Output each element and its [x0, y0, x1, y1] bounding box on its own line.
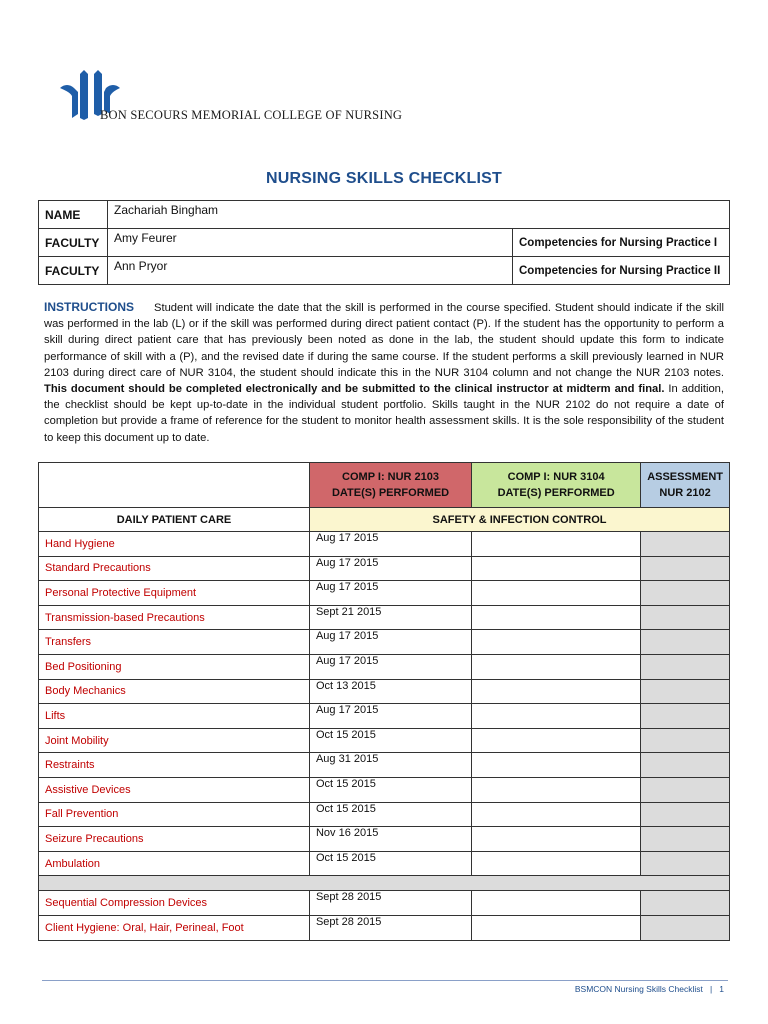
comp1-date-cell[interactable]: Nov 16 2015: [309, 827, 471, 852]
faculty-1-competency: Competencies for Nursing Practice I: [513, 229, 730, 257]
comp2-date-cell[interactable]: [472, 630, 641, 655]
comp1-header-line1: COMP I: NUR 2103: [342, 471, 440, 483]
assessment-header-line1: ASSESSMENT: [647, 471, 723, 483]
comp1-date-cell[interactable]: Aug 17 2015: [309, 654, 471, 679]
comp1-date-cell[interactable]: Sept 21 2015: [309, 605, 471, 630]
comp1-date-cell[interactable]: Aug 17 2015: [309, 556, 471, 581]
faculty-label: FACULTY: [39, 229, 108, 257]
section-header-row: [39, 508, 730, 532]
skill-name: Transmission-based Precautions: [39, 605, 310, 630]
page-footer: [575, 984, 724, 994]
skill-name: Lifts: [39, 704, 310, 729]
comp2-date-cell[interactable]: [472, 851, 641, 876]
faculty-2-competency: Competencies for Nursing Practice II: [513, 257, 730, 285]
footer-separator: |: [709, 984, 713, 994]
comp2-date-cell[interactable]: [472, 827, 641, 852]
faculty-1-field[interactable]: Amy Feurer: [108, 229, 513, 257]
skill-name: Assistive Devices: [39, 777, 310, 802]
comp1-date-cell[interactable]: Oct 15 2015: [309, 728, 471, 753]
faculty-label: FACULTY: [39, 257, 108, 285]
skill-name: Sequential Compression Devices: [39, 891, 310, 916]
assessment-header-line2: NUR 2102: [659, 487, 711, 499]
comp2-date-cell[interactable]: [472, 532, 641, 557]
assessment-cell: [641, 777, 730, 802]
skill-column-header: [39, 463, 310, 508]
comp1-date-cell[interactable]: Sept 28 2015: [309, 915, 471, 940]
assessment-cell: [641, 704, 730, 729]
footer-divider: [42, 980, 728, 981]
assessment-cell: [641, 802, 730, 827]
table-row: [39, 827, 730, 852]
assessment-cell: [641, 891, 730, 916]
assessment-cell: [641, 827, 730, 852]
table-row: [39, 777, 730, 802]
comp2-date-cell[interactable]: [472, 802, 641, 827]
assessment-cell: [641, 581, 730, 606]
skill-name: Standard Precautions: [39, 556, 310, 581]
section-daily-patient-care: DAILY PATIENT CARE: [39, 508, 310, 532]
comp1-date-cell[interactable]: Oct 15 2015: [309, 851, 471, 876]
table-row: [39, 851, 730, 876]
faculty-2-field[interactable]: Ann Pryor: [108, 257, 513, 285]
skill-name: Personal Protective Equipment: [39, 581, 310, 606]
name-field[interactable]: Zachariah Bingham: [108, 201, 730, 229]
table-row: [39, 802, 730, 827]
comp1-date-cell[interactable]: Oct 15 2015: [309, 777, 471, 802]
assessment-cell: [641, 630, 730, 655]
footer-page-number: 1: [719, 984, 724, 994]
comp2-date-cell[interactable]: [472, 728, 641, 753]
comp1-date-cell[interactable]: Aug 17 2015: [309, 581, 471, 606]
comp2-date-cell[interactable]: [472, 915, 641, 940]
comp2-date-cell[interactable]: [472, 891, 641, 916]
comp1-date-cell[interactable]: Aug 17 2015: [309, 630, 471, 655]
comp2-header-line2: DATE(S) PERFORMED: [497, 487, 615, 499]
table-row: [39, 915, 730, 940]
comp2-date-cell[interactable]: [472, 679, 641, 704]
table-row: [39, 630, 730, 655]
comp2-date-cell[interactable]: [472, 654, 641, 679]
comp2-date-cell[interactable]: [472, 753, 641, 778]
separator-row: [39, 876, 730, 891]
comp1-date-cell[interactable]: Aug 17 2015: [309, 532, 471, 557]
comp2-date-cell[interactable]: [472, 605, 641, 630]
skill-name: Hand Hygiene: [39, 532, 310, 557]
table-row: [39, 891, 730, 916]
college-name: BON SECOURS MEMORIAL COLLEGE OF NURSING: [100, 108, 403, 122]
instructions-text-continued: In addition, the checklist should be kept up-to-date in the individual student portfolio. Skills taught in the NUR 2102 do not require a date of completion but provide a frame of reference for the student to monitor health assessment skills. It is the sole responsibility of the student to keep this document up to date.: [44, 383, 724, 444]
assessment-cell: [641, 728, 730, 753]
skill-name: Ambulation: [39, 851, 310, 876]
comp1-date-cell[interactable]: Aug 31 2015: [309, 753, 471, 778]
separator-cell: [39, 876, 730, 891]
skill-name: Restraints: [39, 753, 310, 778]
comp2-date-cell[interactable]: [472, 704, 641, 729]
comp2-column-header: [472, 463, 641, 508]
section-safety-infection-control: SAFETY & INFECTION CONTROL: [309, 508, 729, 532]
skill-name: Fall Prevention: [39, 802, 310, 827]
skill-name: Bed Positioning: [39, 654, 310, 679]
assessment-cell: [641, 556, 730, 581]
comp1-column-header: [309, 463, 471, 508]
table-row: [39, 704, 730, 729]
skills-table: [38, 462, 730, 941]
comp2-date-cell[interactable]: [472, 777, 641, 802]
comp1-date-cell[interactable]: Oct 15 2015: [309, 802, 471, 827]
table-row: [39, 605, 730, 630]
comp1-date-cell[interactable]: Aug 17 2015: [309, 704, 471, 729]
assessment-cell: [641, 753, 730, 778]
table-row: [39, 679, 730, 704]
instructions-block: [44, 299, 724, 446]
skill-name: Seizure Precautions: [39, 827, 310, 852]
table-row: [39, 728, 730, 753]
instructions-heading: INSTRUCTIONS: [44, 300, 134, 314]
comp1-header-line2: DATE(S) PERFORMED: [331, 487, 450, 499]
student-info-table: [38, 200, 730, 285]
comp1-date-cell[interactable]: Oct 13 2015: [309, 679, 471, 704]
assessment-cell: [641, 851, 730, 876]
instructions-bold-text: This document should be completed electronically and be submitted to the clinical instructor at midterm and final.: [44, 383, 665, 396]
assessment-cell: [641, 679, 730, 704]
comp1-date-cell[interactable]: Sept 28 2015: [309, 891, 471, 916]
table-header-row: [39, 463, 730, 508]
skill-name: Joint Mobility: [39, 728, 310, 753]
comp2-date-cell[interactable]: [472, 556, 641, 581]
assessment-cell: [641, 605, 730, 630]
assessment-cell: [641, 532, 730, 557]
instructions-text: Student will indicate the date that the skill is performed in the course specified. Student should indicate if the skill was performed in the lab (L) or if the skill was performed during direct patient contact (P). If the student has the opportunity to perform a skill during direct patient care that has previously been noted as done in the lab, the student should update this form to indicate performance of skill with a (P), and the revised date if during the same course. If the student performs a skill previously learned in NUR 2103 during direct care of NUR 3104, the student should indicate this in the NUR 3104 column and not change the NUR 2103 notes.: [44, 302, 724, 379]
assessment-column-header: [641, 463, 730, 508]
page-title: NURSING SKILLS CHECKLIST: [266, 170, 502, 187]
comp2-header-line1: COMP I: NUR 3104: [507, 471, 605, 483]
skill-name: Transfers: [39, 630, 310, 655]
assessment-cell: [641, 915, 730, 940]
table-row: [39, 654, 730, 679]
table-row: [39, 581, 730, 606]
footer-doc-name: BSMCON Nursing Skills Checklist: [574, 984, 703, 994]
table-row: [39, 753, 730, 778]
table-row: [39, 556, 730, 581]
skill-name: Body Mechanics: [39, 679, 310, 704]
table-row: [39, 532, 730, 557]
comp2-date-cell[interactable]: [472, 581, 641, 606]
name-label: NAME: [39, 201, 108, 229]
assessment-cell: [641, 654, 730, 679]
skill-name: Client Hygiene: Oral, Hair, Perineal, Foot: [39, 915, 310, 940]
